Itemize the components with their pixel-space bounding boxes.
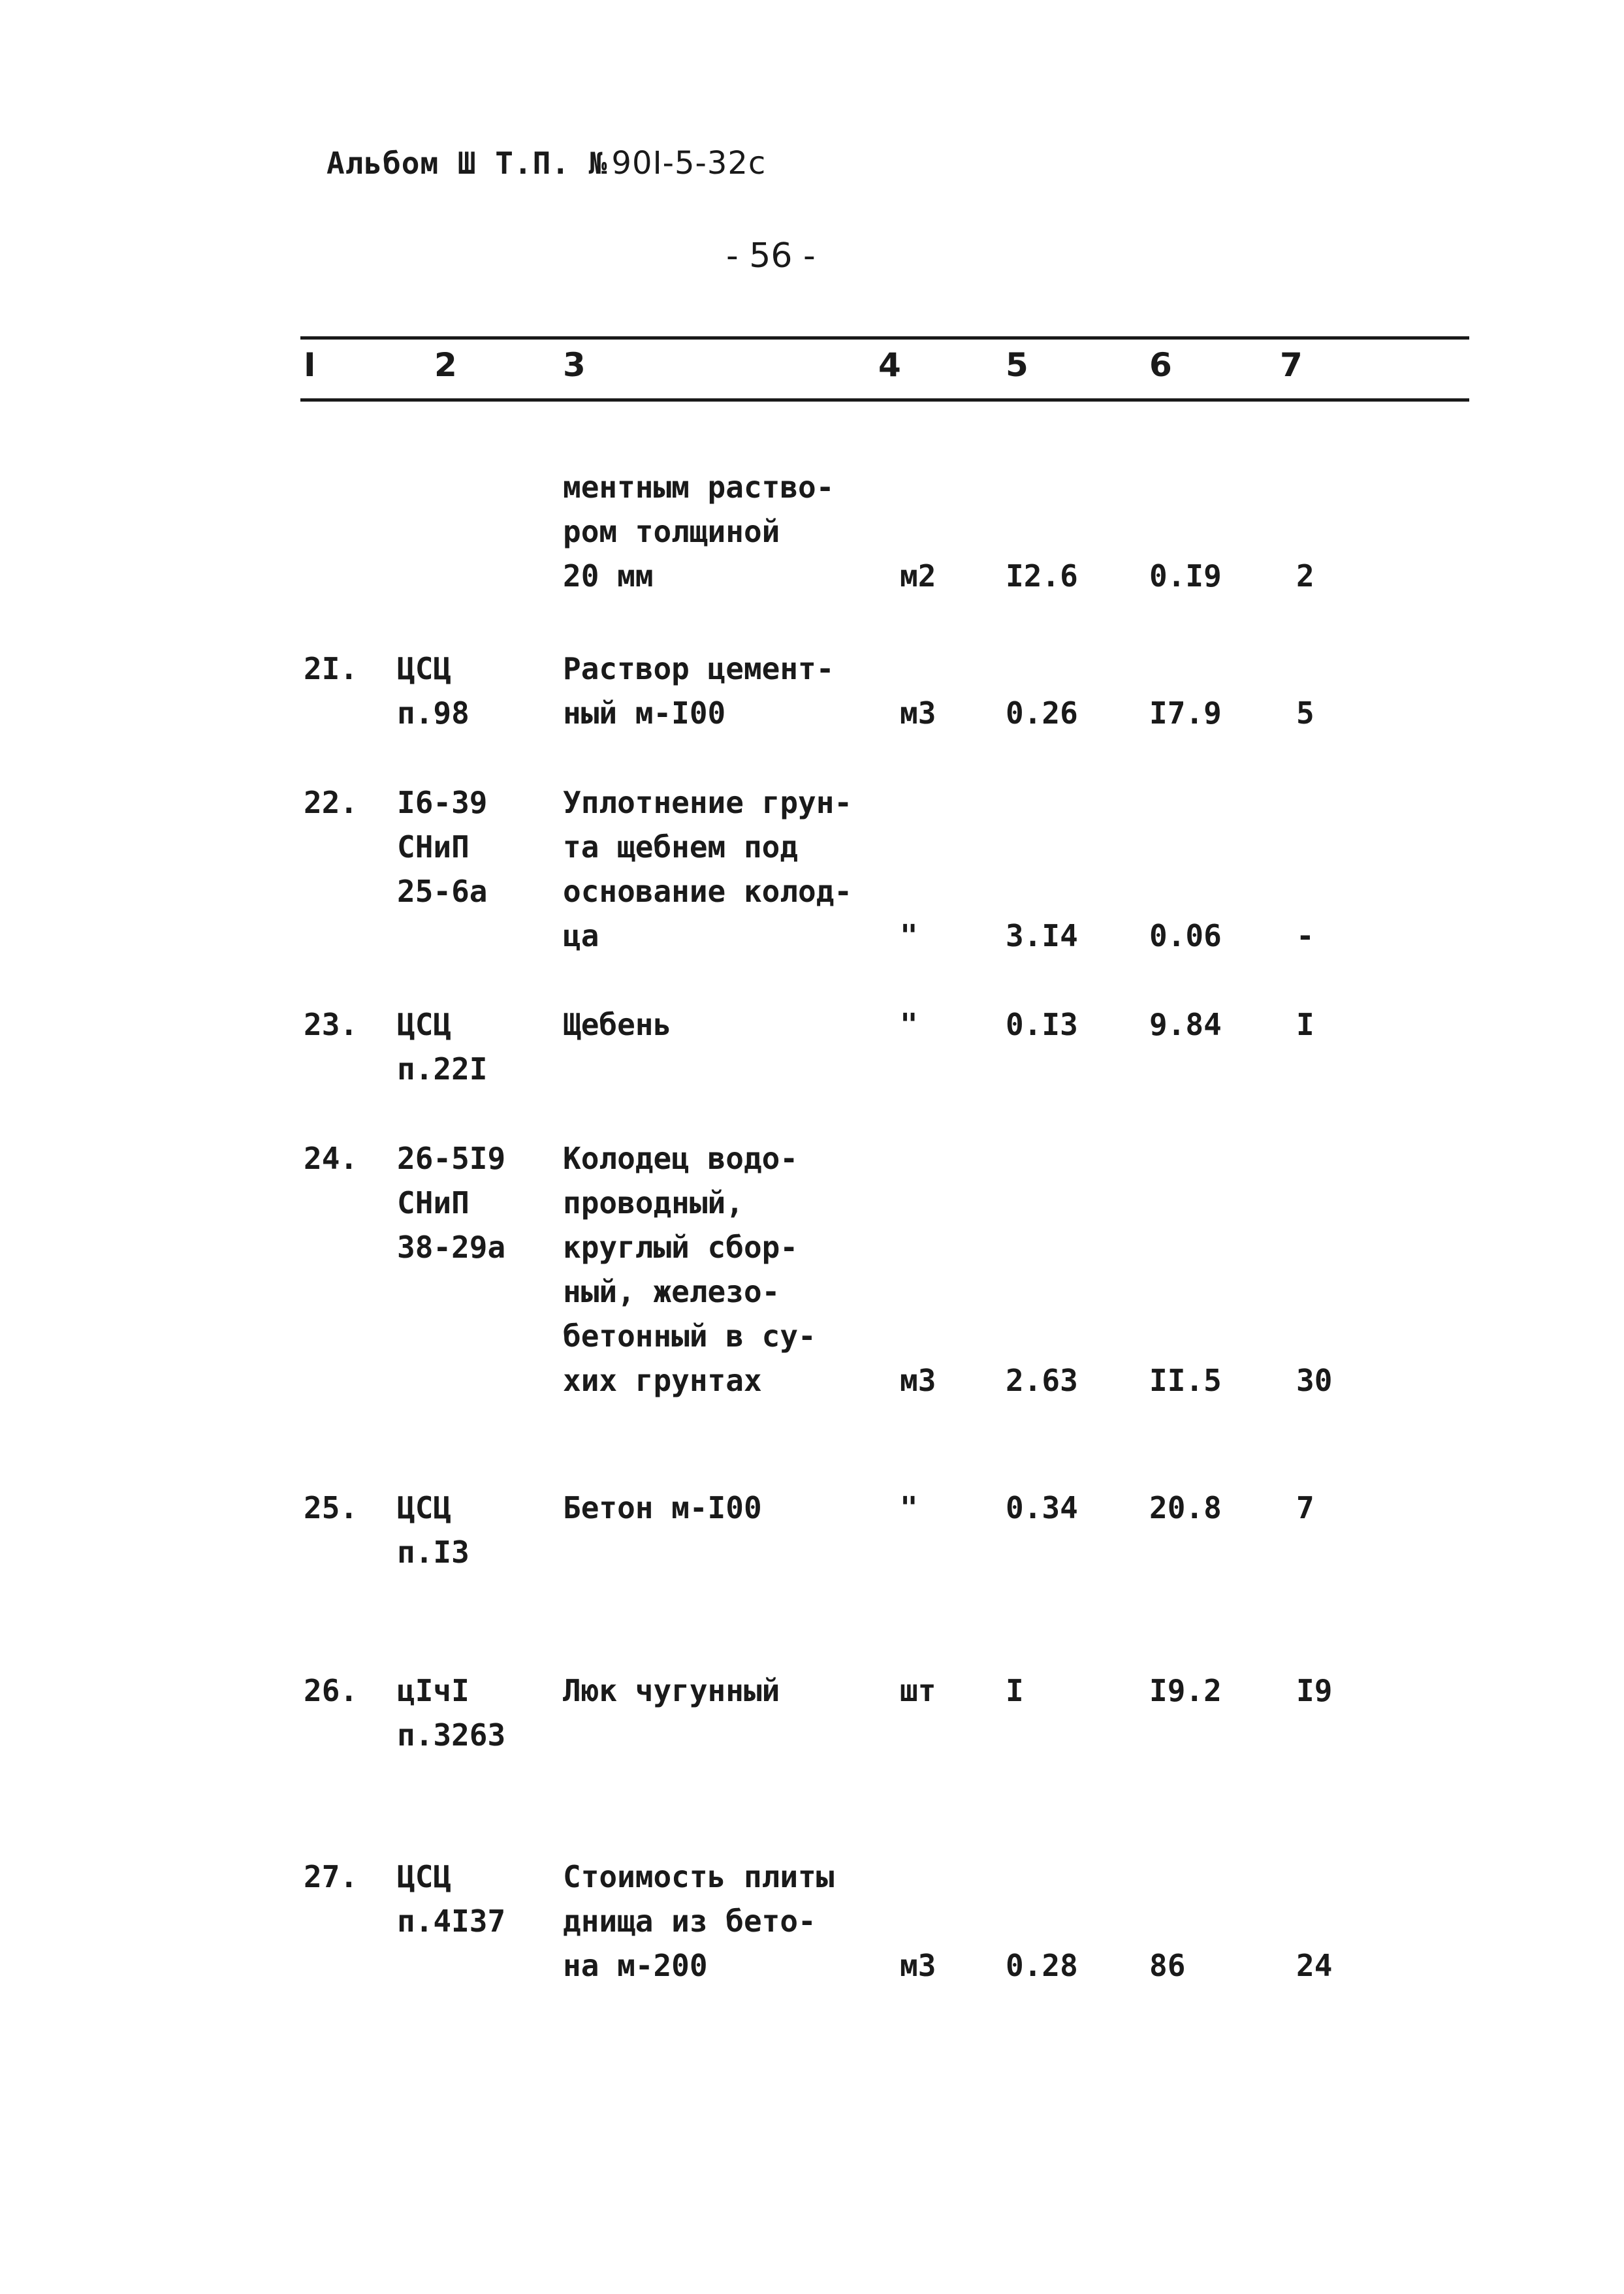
work-description-line: ца xyxy=(563,918,599,953)
unit-price xyxy=(1149,1002,1222,1047)
work-description-line: Люк чугунный xyxy=(563,1673,780,1708)
unit xyxy=(900,1668,936,1713)
table-top-rule xyxy=(300,336,1469,340)
unit-price xyxy=(1149,1486,1222,1530)
norm-code xyxy=(397,646,470,735)
row-number xyxy=(304,1668,358,1713)
total-cost xyxy=(1296,1486,1314,1530)
quantity xyxy=(1006,914,1078,958)
column-header-5: 5 xyxy=(1006,346,1028,384)
norm-code-line: I6-39 xyxy=(397,785,488,820)
norm-code-line: 25-6а xyxy=(397,874,488,909)
norm-code-line: ЦСЦ xyxy=(397,1859,452,1894)
project-code: 90I-5-32с xyxy=(611,145,767,182)
table-header-rule xyxy=(300,398,1469,402)
norm-code-line: цIчI xyxy=(397,1673,470,1708)
unit-line: м3 xyxy=(900,695,936,731)
norm-code xyxy=(397,1855,505,1943)
unit-price xyxy=(1149,691,1222,735)
unit-price xyxy=(1149,1668,1222,1713)
row-number-line: 22. xyxy=(304,785,358,820)
work-description xyxy=(563,1855,834,1988)
norm-code-line: ЦСЦ xyxy=(397,1490,452,1525)
total-cost xyxy=(1296,1668,1332,1713)
total-cost-line: I xyxy=(1296,1007,1314,1042)
quantity xyxy=(1006,1002,1078,1047)
norm-code-line: ЦСЦ xyxy=(397,651,452,686)
work-description-line: ментным раство- xyxy=(563,470,835,505)
unit-price-line: 9.84 xyxy=(1149,1007,1222,1042)
work-description xyxy=(563,780,852,958)
page-number: - 56 - xyxy=(726,236,816,276)
unit-line: шт xyxy=(900,1673,936,1708)
work-description xyxy=(563,1002,671,1047)
quantity xyxy=(1006,691,1078,735)
column-header-1: I xyxy=(304,346,316,384)
unit-line: " xyxy=(900,1490,918,1525)
work-description-line: ром толщиной xyxy=(563,514,780,549)
quantity xyxy=(1006,1358,1078,1403)
norm-code xyxy=(397,1486,470,1574)
row-number xyxy=(304,780,358,825)
column-header-4: 4 xyxy=(878,346,901,384)
norm-code xyxy=(397,1136,505,1269)
unit xyxy=(900,1002,918,1047)
row-number xyxy=(304,1002,358,1047)
total-cost xyxy=(1296,554,1314,598)
unit xyxy=(900,554,936,598)
norm-code xyxy=(397,1668,505,1757)
unit xyxy=(900,1943,936,1988)
work-description-line: основание колод- xyxy=(563,874,853,909)
norm-code-line: СНиП xyxy=(397,829,470,865)
work-description-line: на м-200 xyxy=(563,1948,708,1983)
column-header-3: 3 xyxy=(563,346,586,384)
total-cost xyxy=(1296,1358,1332,1403)
total-cost xyxy=(1296,914,1314,958)
unit-price-line: 20.8 xyxy=(1149,1490,1222,1525)
norm-code xyxy=(397,1002,487,1091)
album-header xyxy=(326,145,766,182)
row-number-line: 26. xyxy=(304,1673,358,1708)
quantity xyxy=(1006,554,1078,598)
row-number-line: 25. xyxy=(304,1490,358,1525)
quantity-line: 0.34 xyxy=(1006,1490,1078,1525)
row-number-line: 24. xyxy=(304,1141,358,1176)
work-description xyxy=(563,1486,762,1530)
quantity xyxy=(1006,1943,1078,1988)
work-description-line: Щебень xyxy=(563,1007,672,1042)
row-number-line: 2I. xyxy=(304,651,358,686)
total-cost-line: 24 xyxy=(1296,1948,1333,1983)
unit-price-line: II.5 xyxy=(1149,1363,1222,1398)
work-description xyxy=(563,1668,780,1713)
work-description-line: та щебнем под xyxy=(563,829,799,865)
work-description-line: 20 мм xyxy=(563,558,654,594)
unit-price xyxy=(1149,554,1222,598)
unit xyxy=(900,1486,918,1530)
unit-line: м3 xyxy=(900,1948,936,1983)
quantity-line: 0.26 xyxy=(1006,695,1078,731)
work-description-line: Стоимость плиты xyxy=(563,1859,835,1894)
work-description-line: проводный, xyxy=(563,1185,744,1220)
work-description-line: Колодец водо- xyxy=(563,1141,799,1176)
work-description-line: днища из бето- xyxy=(563,1904,816,1939)
work-description xyxy=(563,1136,816,1403)
unit-price xyxy=(1149,1358,1222,1403)
norm-code-line: п.3263 xyxy=(397,1717,506,1753)
row-number xyxy=(304,1136,358,1181)
unit-price-line: I9.2 xyxy=(1149,1673,1222,1708)
quantity-line: 3.I4 xyxy=(1006,918,1078,953)
norm-code-line: п.4I37 xyxy=(397,1904,506,1939)
work-description xyxy=(563,465,834,598)
total-cost-line: 2 xyxy=(1296,558,1314,594)
total-cost-line: - xyxy=(1296,918,1314,953)
quantity-line: I2.6 xyxy=(1006,558,1078,594)
quantity-line: 0.28 xyxy=(1006,1948,1078,1983)
total-cost xyxy=(1296,1002,1314,1047)
total-cost xyxy=(1296,1943,1332,1988)
unit-price xyxy=(1149,1943,1185,1988)
work-description xyxy=(563,646,834,735)
work-description-line: ный м-I00 xyxy=(563,695,726,731)
work-description-line: Раствор цемент- xyxy=(563,651,835,686)
unit xyxy=(900,914,918,958)
total-cost-line: 7 xyxy=(1296,1490,1314,1525)
norm-code-line: п.I3 xyxy=(397,1535,470,1570)
unit-price-line: 86 xyxy=(1149,1948,1186,1983)
total-cost xyxy=(1296,691,1314,735)
work-description-line: ный, железо- xyxy=(563,1274,780,1309)
work-description-line: круглый сбор- xyxy=(563,1230,799,1265)
column-header-2: 2 xyxy=(434,346,457,384)
total-cost-line: I9 xyxy=(1296,1673,1333,1708)
unit-price-line: I7.9 xyxy=(1149,695,1222,731)
row-number xyxy=(304,1855,358,1899)
unit-price-line: 0.I9 xyxy=(1149,558,1222,594)
unit-line: м3 xyxy=(900,1363,936,1398)
quantity-line: 0.I3 xyxy=(1006,1007,1078,1042)
unit xyxy=(900,1358,936,1403)
work-description-line: Бетон м-I00 xyxy=(563,1490,762,1525)
quantity-line: 2.63 xyxy=(1006,1363,1078,1398)
quantity-line: I xyxy=(1006,1673,1024,1708)
unit-price xyxy=(1149,914,1222,958)
unit-price-line: 0.06 xyxy=(1149,918,1222,953)
work-description-line: Уплотнение грун- xyxy=(563,785,853,820)
norm-code-line: ЦСЦ xyxy=(397,1007,452,1042)
norm-code-line: 26-5I9 xyxy=(397,1141,506,1176)
quantity xyxy=(1006,1668,1024,1713)
unit-line: м2 xyxy=(900,558,936,594)
column-header-7: 7 xyxy=(1280,346,1303,384)
norm-code-line: п.22I xyxy=(397,1051,488,1087)
unit-line: " xyxy=(900,1007,918,1042)
norm-code-line: СНиП xyxy=(397,1185,470,1220)
total-cost-line: 5 xyxy=(1296,695,1314,731)
unit xyxy=(900,691,936,735)
norm-code xyxy=(397,780,487,914)
row-number-line: 27. xyxy=(304,1859,358,1894)
row-number xyxy=(304,1486,358,1530)
norm-code-line: 38-29а xyxy=(397,1230,506,1265)
album-title: Альбом Ш Т.П. № xyxy=(326,146,608,181)
work-description-line: бетонный в су- xyxy=(563,1318,816,1354)
column-header-6: 6 xyxy=(1149,346,1172,384)
unit-line: " xyxy=(900,918,918,953)
total-cost-line: 30 xyxy=(1296,1363,1333,1398)
norm-code-line: п.98 xyxy=(397,695,470,731)
quantity xyxy=(1006,1486,1078,1530)
row-number-line: 23. xyxy=(304,1007,358,1042)
row-number xyxy=(304,646,358,691)
work-description-line: хих грунтах xyxy=(563,1363,762,1398)
